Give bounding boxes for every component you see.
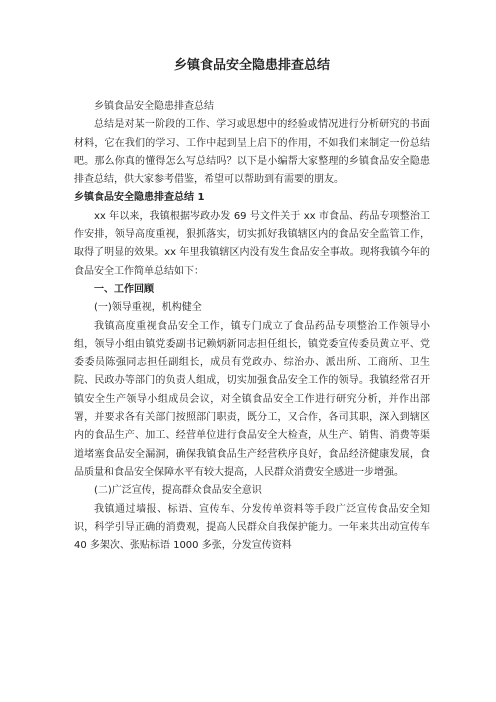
paragraph-1: 乡镇食品安全隐患排查总结 — [94, 101, 214, 112]
paragraph-4: xx 年以来，我镇根据岑政办发 69 号文件关于 xx 市食品、药品专项整治工作安排，领导高度重视，狠抓落实，切实抓好我镇辖区内的食品安全监管工作，取得了明显的效果。xx 年里我镇辖区内没有发生食品安全事故。现将我镇今年的食品安全工作简单总结如下： — [74, 210, 430, 277]
paragraph-7: 我镇高度重视食品安全工作，镇专门成立了食品药品专项整治工作领导小组，领导小组由镇党委副书记赖炳新同志担任组长，镇党委宣传委员黄立平、党委委员陈强同志担任副组长，成员有党政办、综治办、派出所、工商所、卫生院、民政办等部门的负责人组成，切实加强食品安全工作的领导。我镇经常召开镇安全生产领导小组成员会议，对全镇食品安全工作进行研究分析，并作出部署，并要求各有关部门按照部门职责，既分工，又合作，各司其职，深入到辖区内的食品生产、加工、经营单位进行食品安全大检查，从生产、销售、消费等渠道堵塞食品安全漏洞，确保我镇食品生产经营秩序良好，食品经济健康发展，食品质量和食品安全保障水平有较大提高，人民群众消费安全感进一步增强。 — [74, 320, 430, 478]
document-title: 乡镇食品安全隐患排查总结 — [173, 58, 330, 73]
document-body — [74, 98, 430, 555]
paragraph-8: (二)广泛宣传，提高群众食品安全意识 — [94, 485, 262, 497]
paragraph-5: 一、工作回顾 — [94, 283, 154, 295]
paragraph-9: 我镇通过墙报、标语、宣传车、分发传单资料等手段广泛宣传食品安全知识，科学引导正确的消费观，提高人民群众自我保护能力。一年来共出动宣传车 40 多架次、张贴标语 1000 多张，分发宣传资料 — [74, 503, 430, 552]
paragraph-3: 乡镇食品安全隐患排查总结 1 — [74, 192, 205, 204]
paragraph-6: (一)领导重视，机构健全 — [94, 302, 202, 314]
paragraph-2: 总结是对某一阶段的工作、学习或思想中的经验或情况进行分析研究的书面材料，它在我们的学习、工作中起到呈上启下的作用，不如我们来制定一份总结吧。那么你真的懂得怎么写总结吗？以下是小编帮大家整理的乡镇食品安全隐患排查总结，供大家参考借鉴，希望可以帮助到有需要的朋友。 — [74, 119, 430, 186]
